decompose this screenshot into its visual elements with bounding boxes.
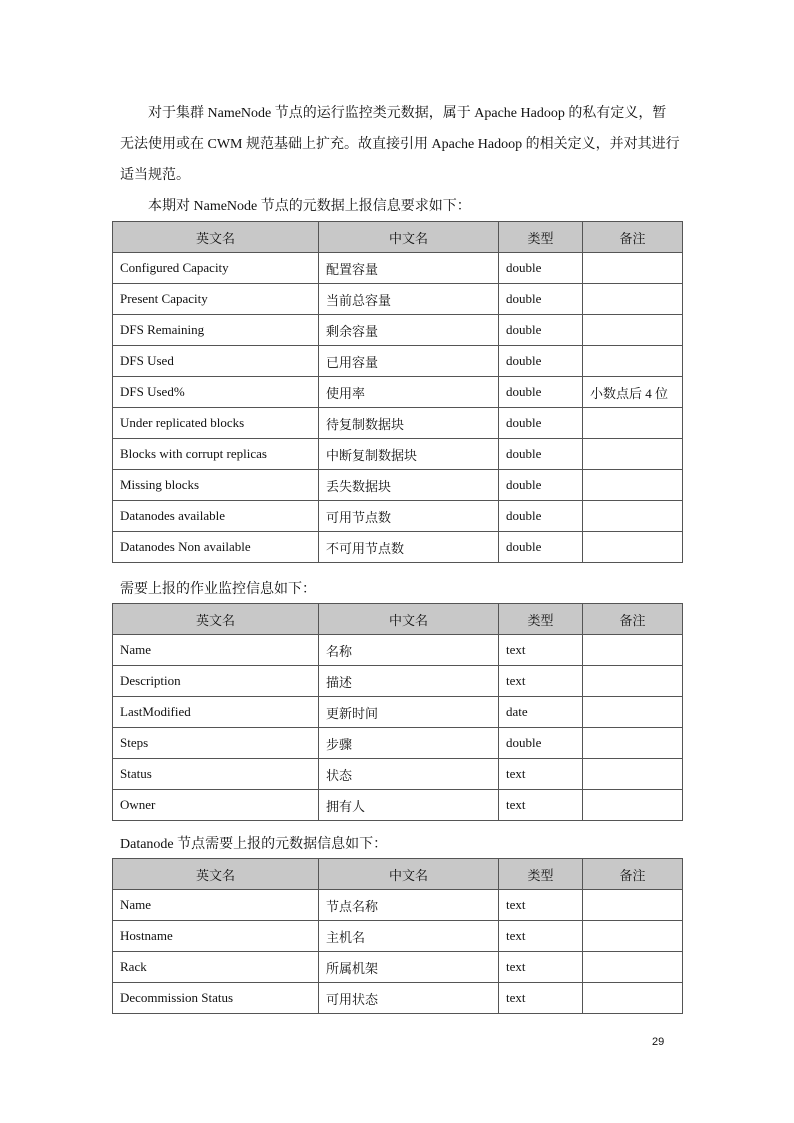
table-row [113, 501, 683, 532]
cell-chinese-name: 节点名称 [319, 890, 499, 921]
cell-english-name: DFS Remaining [113, 315, 319, 346]
header-remark: 备注 [583, 859, 683, 890]
cell-type: double [499, 315, 583, 346]
cell-chinese-name: 可用状态 [319, 983, 499, 1014]
header-chinese-name: 中文名 [319, 604, 499, 635]
cell-remark [583, 284, 683, 315]
cell-type: double [499, 439, 583, 470]
cell-chinese-name: 名称 [319, 635, 499, 666]
header-english-name: 英文名 [113, 222, 319, 253]
table-row [113, 952, 683, 983]
cell-type: double [499, 253, 583, 284]
table-row [113, 697, 683, 728]
cell-remark [583, 408, 683, 439]
intro-paragraph: 对于集群 NameNode 节点的运行监控类元数据，属于 Apache Hadoop 的私有定义，暂无法使用或在 CWM 规范基础上扩充。故直接引用 Apache Hadoop 的相关定义，并对其进行适当规范。 [120, 106, 680, 183]
job-monitor-table [112, 603, 683, 821]
cell-remark [583, 983, 683, 1014]
cell-remark [583, 697, 683, 728]
cell-type: text [499, 890, 583, 921]
cell-type: double [499, 470, 583, 501]
cell-remark [583, 253, 683, 284]
table-row [113, 315, 683, 346]
cell-remark [583, 346, 683, 377]
cell-english-name: LastModified [113, 697, 319, 728]
cell-remark [583, 439, 683, 470]
table-row [113, 728, 683, 759]
cell-chinese-name: 主机名 [319, 921, 499, 952]
cell-english-name: Steps [113, 728, 319, 759]
cell-remark [583, 470, 683, 501]
datanode-metadata-table [112, 858, 683, 1014]
namenode-metadata-table [112, 221, 683, 563]
cell-english-name: Description [113, 666, 319, 697]
cell-remark [583, 759, 683, 790]
cell-chinese-name: 使用率 [319, 377, 499, 408]
cell-remark [583, 952, 683, 983]
cell-remark: 小数点后 4 位 [583, 377, 683, 408]
cell-english-name: Name [113, 635, 319, 666]
table-row [113, 790, 683, 821]
cell-type: text [499, 635, 583, 666]
cell-type: text [499, 921, 583, 952]
cell-chinese-name: 步骤 [319, 728, 499, 759]
header-type: 类型 [499, 222, 583, 253]
cell-type: double [499, 408, 583, 439]
cell-chinese-name: 所属机架 [319, 952, 499, 983]
cell-type: double [499, 728, 583, 759]
cell-english-name: Rack [113, 952, 319, 983]
cell-chinese-name: 待复制数据块 [319, 408, 499, 439]
header-chinese-name: 中文名 [319, 222, 499, 253]
cell-chinese-name: 中断复制数据块 [319, 439, 499, 470]
job-lead-text: 需要上报的作业监控信息如下： [120, 582, 316, 597]
cell-type: date [499, 697, 583, 728]
table-row [113, 759, 683, 790]
header-remark: 备注 [583, 604, 683, 635]
cell-remark [583, 501, 683, 532]
table-row [113, 284, 683, 315]
cell-remark [583, 532, 683, 563]
cell-remark [583, 635, 683, 666]
cell-chinese-name: 已用容量 [319, 346, 499, 377]
cell-english-name: Datanodes available [113, 501, 319, 532]
header-english-name: 英文名 [113, 859, 319, 890]
cell-remark [583, 728, 683, 759]
header-chinese-name: 中文名 [319, 859, 499, 890]
cell-english-name: Status [113, 759, 319, 790]
table-row [113, 346, 683, 377]
cell-chinese-name: 剩余容量 [319, 315, 499, 346]
table-row [113, 408, 683, 439]
cell-chinese-name: 丢失数据块 [319, 470, 499, 501]
cell-english-name: Datanodes Non available [113, 532, 319, 563]
cell-type: text [499, 983, 583, 1014]
datanode-lead-text: Datanode 节点需要上报的元数据信息如下： [120, 837, 388, 852]
cell-type: text [499, 790, 583, 821]
cell-type: double [499, 346, 583, 377]
page-number: 29 [652, 1036, 665, 1048]
table-row [113, 921, 683, 952]
table-row [113, 890, 683, 921]
cell-english-name: Owner [113, 790, 319, 821]
cell-remark [583, 921, 683, 952]
table-row [113, 439, 683, 470]
cell-chinese-name: 拥有人 [319, 790, 499, 821]
header-english-name: 英文名 [113, 604, 319, 635]
table-row [113, 470, 683, 501]
cell-chinese-name: 可用节点数 [319, 501, 499, 532]
table-row [113, 666, 683, 697]
table-header-row [113, 604, 683, 635]
cell-type: text [499, 666, 583, 697]
cell-english-name: DFS Used [113, 346, 319, 377]
header-type: 类型 [499, 604, 583, 635]
cell-remark [583, 315, 683, 346]
cell-type: text [499, 952, 583, 983]
cell-chinese-name: 更新时间 [319, 697, 499, 728]
cell-remark [583, 666, 683, 697]
cell-type: double [499, 284, 583, 315]
table-header-row [113, 859, 683, 890]
cell-chinese-name: 状态 [319, 759, 499, 790]
cell-remark [583, 890, 683, 921]
cell-type: double [499, 377, 583, 408]
namenode-lead-text: 本期对 NameNode 节点的元数据上报信息要求如下： [148, 199, 471, 214]
table-row [113, 532, 683, 563]
cell-chinese-name: 不可用节点数 [319, 532, 499, 563]
cell-remark [583, 790, 683, 821]
cell-type: text [499, 759, 583, 790]
cell-type: double [499, 501, 583, 532]
cell-english-name: Blocks with corrupt replicas [113, 439, 319, 470]
table-row [113, 983, 683, 1014]
header-remark: 备注 [583, 222, 683, 253]
table-header-row [113, 222, 683, 253]
cell-english-name: Name [113, 890, 319, 921]
cell-english-name: Missing blocks [113, 470, 319, 501]
cell-english-name: Hostname [113, 921, 319, 952]
cell-english-name: Configured Capacity [113, 253, 319, 284]
header-type: 类型 [499, 859, 583, 890]
cell-chinese-name: 描述 [319, 666, 499, 697]
table-row [113, 377, 683, 408]
cell-english-name: Under replicated blocks [113, 408, 319, 439]
cell-english-name: Present Capacity [113, 284, 319, 315]
cell-english-name: DFS Used% [113, 377, 319, 408]
table-row [113, 253, 683, 284]
cell-type: double [499, 532, 583, 563]
cell-chinese-name: 配置容量 [319, 253, 499, 284]
cell-english-name: Decommission Status [113, 983, 319, 1014]
table-row [113, 635, 683, 666]
cell-chinese-name: 当前总容量 [319, 284, 499, 315]
